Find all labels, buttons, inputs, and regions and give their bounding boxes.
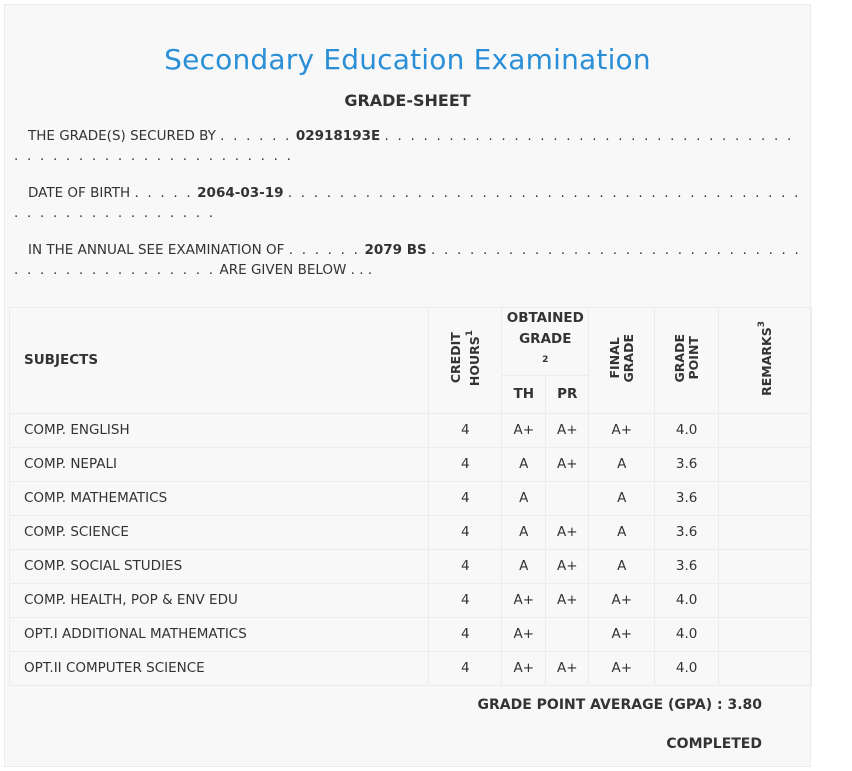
grade-sheet-card — [4, 4, 811, 767]
pr-cell — [546, 617, 589, 651]
pr-cell: A+ — [546, 651, 589, 685]
header-th: TH — [502, 375, 546, 413]
grade-point-cell: 3.6 — [655, 549, 719, 583]
table-row — [10, 617, 812, 651]
pr-cell: A+ — [546, 583, 589, 617]
credit-cell: 4 — [429, 651, 502, 685]
credit-cell: 4 — [429, 617, 502, 651]
credit-cell: 4 — [429, 515, 502, 549]
th-cell: A — [502, 549, 546, 583]
remarks-cell — [719, 583, 812, 617]
header-grade-point: GRADE POINT — [655, 308, 719, 414]
credit-cell: 4 — [429, 549, 502, 583]
subject-cell: OPT.II COMPUTER SCIENCE — [10, 651, 429, 685]
dob-label: DATE OF BIRTH — [28, 185, 131, 201]
th-cell: A — [502, 515, 546, 549]
table-row — [10, 413, 812, 447]
exam-line — [14, 240, 806, 280]
table-row — [10, 549, 812, 583]
th-cell: A+ — [502, 617, 546, 651]
header-final-grade: FINAL GRADE — [589, 308, 655, 414]
th-cell: A — [502, 447, 546, 481]
header-remarks: REMARKS$^3$ — [719, 308, 812, 414]
pr-cell: A+ — [546, 447, 589, 481]
grade-point-cell: 4.0 — [655, 413, 719, 447]
subject-cell: COMP. NEPALI — [10, 447, 429, 481]
table-row — [10, 651, 812, 685]
pr-cell: A+ — [546, 549, 589, 583]
pr-cell — [546, 481, 589, 515]
subject-cell: COMP. ENGLISH — [10, 413, 429, 447]
exam-trail-dots: . . . . . . . . . . . . . . . . . . . . . . . . . . . . . . . . . . . . . . . . . . . . . — [14, 242, 802, 278]
credit-cell: 4 — [429, 447, 502, 481]
header-subjects: SUBJECTS — [10, 308, 429, 414]
final-grade-cell: A — [589, 447, 655, 481]
secured-by-lead-dots: . . . . . . — [220, 128, 292, 144]
secured-by-trail-dots: . . . . . . . . . . . . . . . . . . . . . . . . . . . . . . . . . . . . . . . . . . . . . . . . . . . . . . — [14, 128, 794, 164]
th-cell: A+ — [502, 413, 546, 447]
final-grade-cell: A+ — [589, 583, 655, 617]
pr-cell: A+ — [546, 515, 589, 549]
final-grade-cell: A — [589, 515, 655, 549]
subject-cell: COMP. HEALTH, POP & ENV EDU — [10, 583, 429, 617]
table-row — [10, 583, 812, 617]
grade-table — [9, 307, 812, 686]
remarks-cell — [719, 413, 812, 447]
table-row — [10, 515, 812, 549]
dob-trail-dots: . . . . . . . . . . . . . . . . . . . . . . . . . . . . . . . . . . . . . . . . . . . . . . . . . . . . . . . . — [14, 185, 801, 221]
result-status: COMPLETED — [666, 736, 762, 752]
gpa-summary: GRADE POINT AVERAGE (GPA) : 3.80 — [477, 697, 762, 713]
pr-cell: A+ — [546, 413, 589, 447]
grade-point-cell: 3.6 — [655, 447, 719, 481]
subject-cell: COMP. MATHEMATICS — [10, 481, 429, 515]
credit-cell: 4 — [429, 583, 502, 617]
subject-cell: COMP. SCIENCE — [10, 515, 429, 549]
remarks-cell — [719, 481, 812, 515]
th-cell: A+ — [502, 651, 546, 685]
credit-cell: 4 — [429, 413, 502, 447]
grade-point-cell: 4.0 — [655, 651, 719, 685]
exam-tail: ARE GIVEN BELOW . . . — [219, 262, 373, 278]
dob-lead-dots: . . . . . — [134, 185, 193, 201]
grade-point-cell: 3.6 — [655, 481, 719, 515]
table-row — [10, 447, 812, 481]
remarks-cell — [719, 447, 812, 481]
header-obtained-grade: OBTAINED GRADE$^2$ — [502, 308, 589, 376]
exam-year: 2079 BS — [364, 242, 427, 258]
secured-by-label: THE GRADE(S) SECURED BY — [28, 128, 216, 144]
grade-point-cell: 4.0 — [655, 583, 719, 617]
credit-cell: 4 — [429, 481, 502, 515]
header-pr: PR — [546, 375, 589, 413]
table-row — [10, 481, 812, 515]
final-grade-cell: A+ — [589, 651, 655, 685]
th-cell: A+ — [502, 583, 546, 617]
subject-cell: COMP. SOCIAL STUDIES — [10, 549, 429, 583]
final-grade-cell: A — [589, 481, 655, 515]
final-grade-cell: A+ — [589, 413, 655, 447]
grade-sheet-heading: GRADE-SHEET — [344, 91, 471, 110]
symbol-number: 02918193E — [295, 128, 381, 144]
grade-point-cell: 3.6 — [655, 515, 719, 549]
exam-label: IN THE ANNUAL SEE EXAMINATION OF — [28, 242, 285, 258]
exam-lead-dots: . . . . . . — [288, 242, 361, 258]
final-grade-cell: A — [589, 549, 655, 583]
grade-point-cell: 4.0 — [655, 617, 719, 651]
remarks-cell — [719, 651, 812, 685]
page-margin — [817, 0, 852, 771]
remarks-cell — [719, 515, 812, 549]
secured-by-line — [14, 126, 806, 166]
remarks-cell — [719, 617, 812, 651]
dob-line — [14, 183, 806, 223]
subject-cell: OPT.I ADDITIONAL MATHEMATICS — [10, 617, 429, 651]
remarks-cell — [719, 549, 812, 583]
header-credit-hours: CREDIT HOURS$^1$ — [429, 308, 502, 414]
date-of-birth: 2064-03-19 — [197, 185, 284, 201]
final-grade-cell: A+ — [589, 617, 655, 651]
th-cell: A — [502, 481, 546, 515]
page-title: Secondary Education Examination — [164, 43, 651, 76]
